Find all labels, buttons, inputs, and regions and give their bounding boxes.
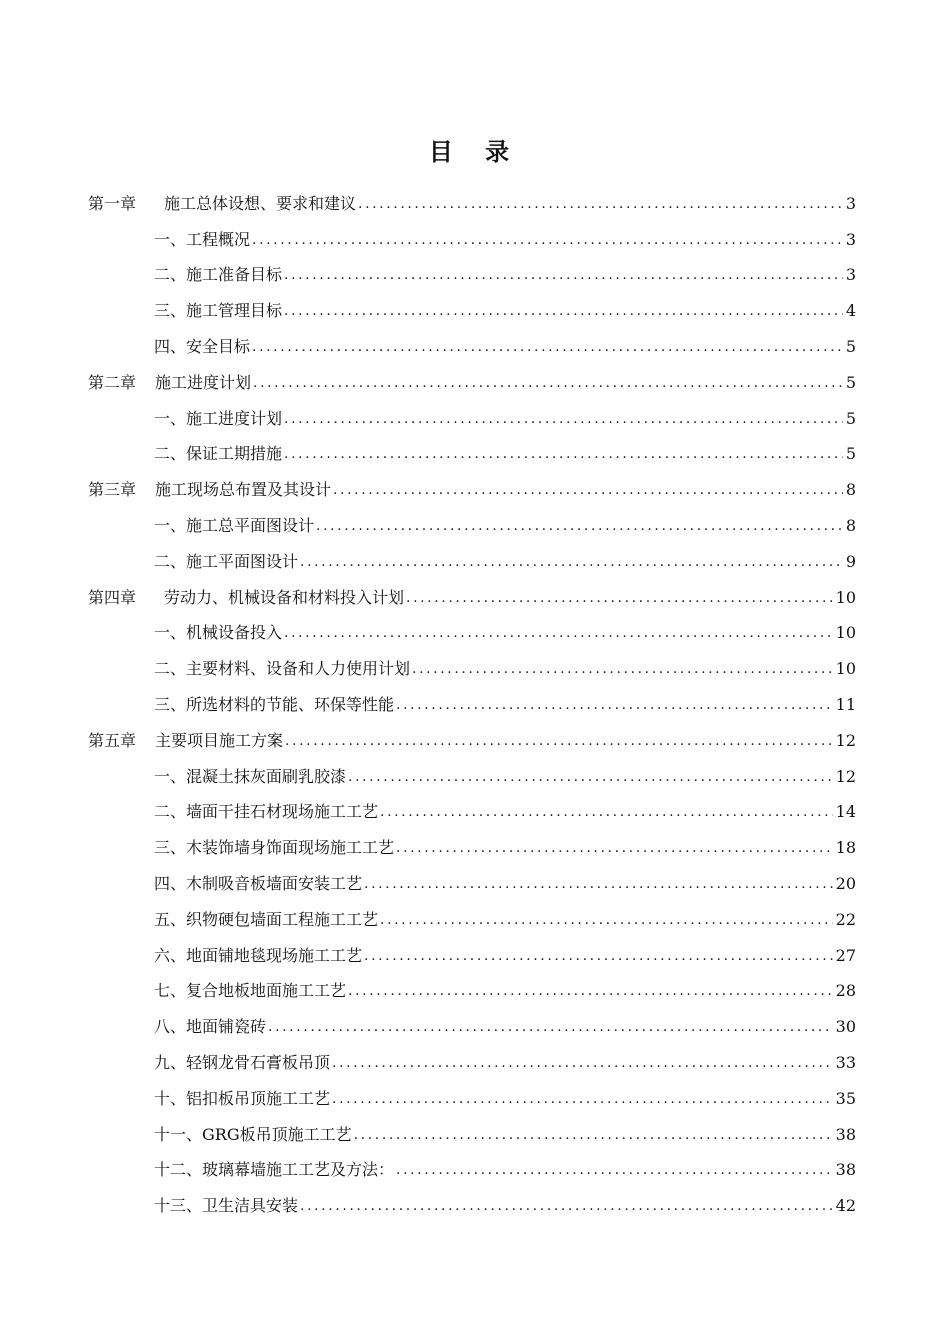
dot-leader [300,552,843,572]
chapter-number: 第四章 [88,587,137,607]
dot-leader [348,767,833,787]
page-number: 10 [835,587,856,607]
page-number: 12 [835,730,856,750]
page-number: 14 [835,802,856,822]
toc-section-entry[interactable] [88,222,856,258]
toc-section-entry[interactable] [88,329,856,365]
chapter-number: 第二章 [88,372,137,392]
chapter-title: 劳动力、机械设备和材料投入计划 [164,587,405,607]
dot-leader [332,1053,833,1073]
toc-chapter-entry[interactable] [88,472,856,508]
page-number: 42 [835,1196,856,1216]
dot-leader [252,337,843,357]
dot-leader [284,444,843,464]
toc-chapter-entry[interactable] [88,186,856,222]
section-title: 六、地面铺地毯现场施工工艺 [154,945,363,965]
section-title: 二、施工准备目标 [154,265,283,285]
section-title: 一、施工总平面图设计 [154,516,315,536]
dot-leader [364,946,833,966]
page-number: 3 [845,229,856,249]
page-number: 35 [835,1088,856,1108]
page-number: 8 [845,516,856,536]
page-number: 28 [835,981,856,1001]
toc-chapter-entry[interactable] [88,723,856,759]
toc-section-entry[interactable] [88,1081,856,1117]
page-number: 20 [835,874,856,894]
dot-leader [358,194,843,214]
toc-section-entry[interactable] [88,651,856,687]
page-number: 5 [845,337,856,357]
toc-section-entry[interactable] [88,1009,856,1045]
page-number: 38 [835,1124,856,1144]
section-title: 二、施工平面图设计 [154,551,299,571]
page-number: 5 [845,408,856,428]
chapter-number: 第五章 [88,730,137,750]
section-title: 一、施工进度计划 [154,408,283,428]
section-title: 十、铝扣板吊顶施工工艺 [154,1088,331,1108]
dot-leader [396,695,833,715]
toc-section-entry[interactable] [88,759,856,795]
dot-leader [284,409,843,429]
dot-leader [252,230,843,250]
chapter-title: 施工总体设想、要求和建议 [164,193,357,213]
dot-leader [284,301,843,321]
section-title: 八、地面铺瓷砖 [154,1017,267,1037]
page-number: 12 [835,766,856,786]
chapter-title: 施工进度计划 [155,372,252,392]
dot-leader [253,373,843,393]
section-title: 十二、玻璃幕墙施工工艺及方法： [154,1160,395,1180]
chapter-title: 施工现场总布置及其设计 [155,480,332,500]
section-title: 七、复合地板地面施工工艺 [154,981,347,1001]
section-title: 二、墙面干挂石材现场施工工艺 [154,802,379,822]
page-number: 9 [845,551,856,571]
dot-leader [333,480,843,500]
dot-leader [396,838,833,858]
section-title: 二、主要材料、设备和人力使用计划 [154,659,411,679]
dot-leader [364,874,833,894]
dot-leader [396,1160,833,1180]
section-title: 四、木制吸音板墙面安装工艺 [154,874,363,894]
section-title: 四、安全目标 [154,337,251,357]
chapter-title: 主要项目施工方案 [155,730,284,750]
page-number: 3 [845,265,856,285]
dot-leader [285,731,833,751]
toc-section-entry[interactable] [88,437,856,473]
page-number: 22 [835,909,856,929]
dot-leader [412,659,833,679]
toc-section-entry[interactable] [88,616,856,652]
toc-section-entry[interactable] [88,1153,856,1189]
dot-leader [300,1196,833,1216]
dot-leader [284,623,833,643]
section-title: 十一、GRG板吊顶施工工艺 [154,1124,352,1144]
page-number: 38 [835,1160,856,1180]
toc-title: 目 录 [428,138,522,166]
toc-section-entry[interactable] [88,687,856,723]
toc-section-entry[interactable] [88,830,856,866]
toc-list [88,186,856,1224]
dot-leader [284,265,843,285]
toc-section-entry[interactable] [88,902,856,938]
toc-section-entry[interactable] [88,866,856,902]
chapter-number: 第一章 [88,193,137,213]
page-number: 30 [835,1017,856,1037]
dot-leader [406,588,833,608]
page-number: 11 [835,695,856,715]
dot-leader [332,1089,833,1109]
section-title: 三、木装饰墙身饰面现场施工工艺 [154,838,395,858]
section-title: 十三、卫生洁具安装 [154,1196,299,1216]
toc-section-entry[interactable] [88,508,856,544]
dot-leader [348,981,833,1001]
toc-section-entry[interactable] [88,938,856,974]
section-title: 三、施工管理目标 [154,301,283,321]
page-number: 3 [845,193,856,213]
toc-chapter-entry[interactable] [88,365,856,401]
section-title: 二、保证工期措施 [154,444,283,464]
dot-leader [380,910,833,930]
toc-section-entry[interactable] [88,1117,856,1153]
toc-section-entry[interactable] [88,974,856,1010]
dot-leader [268,1017,833,1037]
toc-chapter-entry[interactable] [88,580,856,616]
toc-section-entry[interactable] [88,258,856,294]
section-title: 五、织物硬包墙面工程施工工艺 [154,909,379,929]
section-title: 九、轻钢龙骨石膏板吊顶 [154,1053,331,1073]
dot-leader [354,1125,833,1145]
toc-section-entry[interactable] [88,544,856,580]
toc-section-entry[interactable] [88,293,856,329]
section-title: 三、所选材料的节能、环保等性能 [154,695,395,715]
dot-leader [316,516,843,536]
section-title: 一、工程概况 [154,229,251,249]
page-number: 18 [835,838,856,858]
dot-leader [380,802,833,822]
page-number: 33 [835,1053,856,1073]
chapter-number: 第三章 [88,480,137,500]
toc-section-entry[interactable] [88,1045,856,1081]
page-number: 5 [845,444,856,464]
page-number: 5 [845,372,856,392]
page-number: 8 [845,480,856,500]
page-number: 27 [835,945,856,965]
toc-section-entry[interactable] [88,401,856,437]
page-number: 4 [845,301,856,321]
section-title: 一、混凝土抹灰面刷乳胶漆 [154,766,347,786]
page-number: 10 [835,659,856,679]
section-title: 一、机械设备投入 [154,623,283,643]
page-number: 10 [835,623,856,643]
toc-section-entry[interactable] [88,1188,856,1224]
toc-section-entry[interactable] [88,795,856,831]
